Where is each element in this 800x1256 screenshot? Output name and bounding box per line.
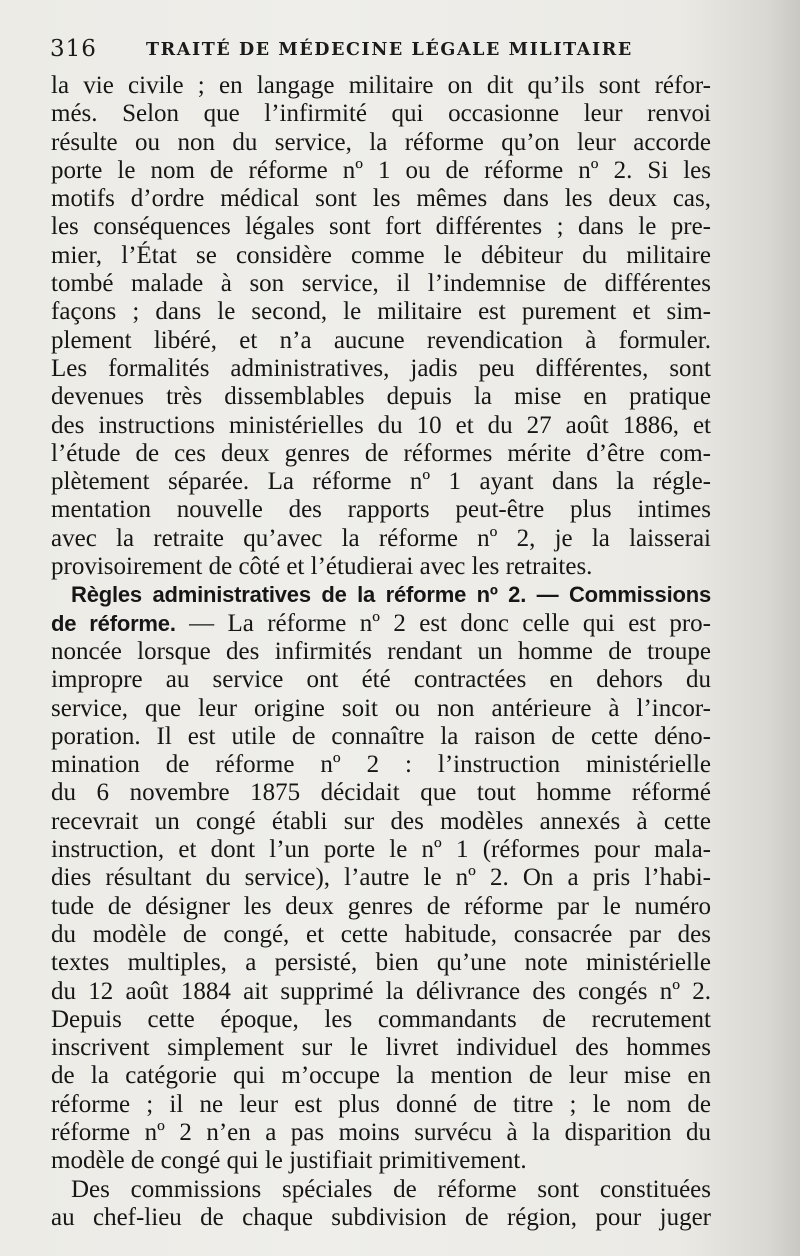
line-text: du 6 novembre 1875 décidait que tout homme réformé xyxy=(51,779,711,807)
line-text: plement libéré, et n’a aucune revendication à formuler. xyxy=(51,326,711,354)
text-line xyxy=(51,751,711,779)
text-line xyxy=(51,978,711,1006)
text-line xyxy=(51,298,711,326)
line-text: provisoirement de côté et l’étudierai avec les retraites. xyxy=(51,553,593,581)
line-text: Les formalités administratives, jadis peu différentes, sont xyxy=(51,354,711,382)
line-text: résulte ou non du service, la réforme qu’on leur accorde xyxy=(51,128,711,156)
text-line xyxy=(51,355,711,383)
line-text: tude de désigner les deux genres de réforme par le numéro xyxy=(51,892,711,920)
line-text: motifs d’ordre médical sont les mêmes dans les deux cas, xyxy=(51,185,711,213)
text-line xyxy=(51,695,711,723)
text-line xyxy=(51,1147,711,1175)
line-text: mination de réforme nº 2 : l’instruction ministérielle xyxy=(51,751,711,779)
section-heading: Règles administratives de la réforme nº 2. — Commissions xyxy=(71,582,711,608)
text-line xyxy=(51,581,711,609)
text-line xyxy=(51,638,711,666)
line-text: avec la retraite qu’avec la réforme nº 2, je la laisserai xyxy=(51,524,711,552)
line-text: Depuis cette époque, les commandants de recrutement xyxy=(51,1005,711,1033)
line-text: mentation nouvelle des rapports peut-être plus intimes xyxy=(51,496,711,524)
text-line xyxy=(51,836,711,864)
line-text: de la catégorie qui m’occupe la mention de leur mise en xyxy=(51,1062,711,1090)
text-line xyxy=(51,129,711,157)
line-text: au chef-lieu de chaque subdivision de région, pour juger xyxy=(51,1203,711,1231)
text-line xyxy=(51,270,711,298)
text-line xyxy=(51,185,711,213)
line-text: — La réforme nº 2 est donc celle qui est pro- xyxy=(175,609,711,637)
line-text: la vie civile ; en langage militaire on dit qu’ils sont réfor- xyxy=(51,72,711,99)
text-line xyxy=(51,666,711,694)
text-line xyxy=(51,100,711,128)
text-line xyxy=(51,921,711,949)
line-text: modèle de congé qui le justifiait primitivement. xyxy=(51,1147,527,1175)
text-line xyxy=(51,496,711,524)
line-text: tombé malade à son service, il l’indemnise de différentes xyxy=(51,270,711,298)
text-line xyxy=(51,525,711,553)
line-text: les conséquences légales sont fort différentes ; dans le pre- xyxy=(51,213,711,241)
line-text: inscrivent simplement sur le livret individuel des hommes xyxy=(51,1034,711,1062)
body-text xyxy=(51,72,711,1232)
text-line xyxy=(51,808,711,836)
page-header xyxy=(50,36,750,68)
line-text: devenues très dissemblables depuis la mise en pratique xyxy=(51,383,711,411)
line-text: des instructions ministérielles du 10 et du 27 août 1886, et xyxy=(51,411,711,439)
text-line xyxy=(51,553,711,581)
text-line xyxy=(51,440,711,468)
text-line xyxy=(51,1091,711,1119)
line-text: recevrait un congé établi sur des modèles annexés à cette xyxy=(51,807,711,835)
line-text: porte le nom de réforme nº 1 ou de réforme nº 2. Si les xyxy=(51,156,711,184)
text-line xyxy=(51,610,711,638)
line-text: poration. Il est utile de connaître la raison de cette déno- xyxy=(51,722,711,750)
text-line xyxy=(51,383,711,411)
text-line xyxy=(51,1176,711,1204)
text-line xyxy=(51,779,711,807)
text-line xyxy=(51,949,711,977)
line-text: réforme ; il ne leur est plus donné de titre ; le nom de xyxy=(51,1090,711,1118)
running-title: TRAITÉ DE MÉDECINE LÉGALE MILITAIRE xyxy=(146,40,633,60)
text-line xyxy=(51,864,711,892)
text-line xyxy=(51,1062,711,1090)
line-text: més. Selon que l’infirmité qui occasionne leur renvoi xyxy=(51,100,711,128)
line-text: façons ; dans le second, le militaire est purement et sim- xyxy=(51,298,711,326)
line-text: l’étude de ces deux genres de réformes mérite d’être com- xyxy=(51,439,711,467)
text-line xyxy=(51,213,711,241)
line-text: noncée lorsque des infirmités rendant un homme de troupe xyxy=(51,637,711,665)
line-text: impropre au service ont été contractées en dehors du xyxy=(51,666,711,694)
line-text: Des commissions spéciales de réforme sont constituées xyxy=(71,1175,711,1203)
line-text: instruction, et dont l’un porte le nº 1 (réformes pour mala- xyxy=(51,836,711,864)
text-line xyxy=(51,893,711,921)
line-text: plètement séparée. La réforme nº 1 ayant dans la régle- xyxy=(51,468,711,496)
text-line xyxy=(51,723,711,751)
text-line xyxy=(51,1119,711,1147)
text-line xyxy=(51,412,711,440)
line-text: du 12 août 1884 ait supprimé la délivrance des congés nº 2. xyxy=(51,977,711,1005)
section-heading: de réforme. xyxy=(51,610,176,636)
text-line xyxy=(51,327,711,355)
text-line xyxy=(51,157,711,185)
line-text: textes multiples, a persisté, bien qu’une note ministérielle xyxy=(51,949,711,977)
text-line xyxy=(51,1034,711,1062)
line-text: service, que leur origine soit ou non antérieure à l’incor- xyxy=(51,694,711,722)
text-line xyxy=(51,72,711,100)
line-text: réforme nº 2 n’en a pas moins survécu à la disparition du xyxy=(51,1118,711,1146)
line-text: du modèle de congé, et cette habitude, consacrée par des xyxy=(51,920,711,948)
line-text: dies résultant du service), l’autre le nº 2. On a pris l’habi- xyxy=(51,864,711,892)
text-line xyxy=(51,242,711,270)
text-line xyxy=(51,1204,711,1232)
text-line xyxy=(51,1006,711,1034)
line-text: mier, l’État se considère comme le débiteur du militaire xyxy=(51,241,711,269)
text-line xyxy=(51,468,711,496)
page-number: 316 xyxy=(50,36,97,62)
